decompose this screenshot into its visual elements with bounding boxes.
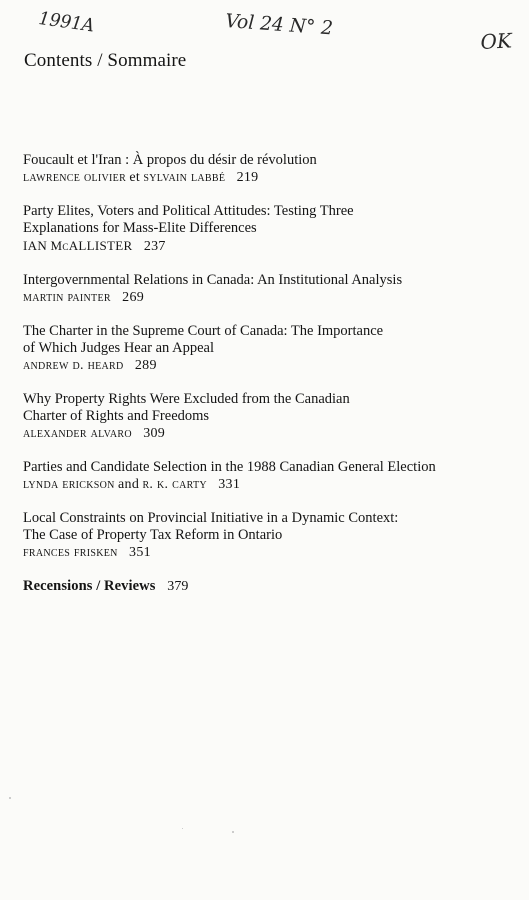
page-number: 351 [129, 545, 151, 560]
author-name: IAN McALLISTER [23, 238, 133, 253]
handwritten-annotation-volume: Vol 24 N° 2 [224, 10, 334, 40]
author-name: frances frisken [23, 545, 118, 560]
entry-author-line [23, 289, 523, 306]
entry-author-line [23, 476, 523, 493]
page-number: 309 [143, 426, 166, 441]
author-conjunction: et [129, 170, 141, 185]
entry-title: The Charter in the Supreme Court of Canada: The Importance [23, 323, 384, 339]
page-title: Contents / Sommaire [24, 50, 187, 71]
toc-entry-4 [23, 323, 523, 374]
author-name: martin painter [23, 290, 111, 305]
author-name: sylvain labbé [143, 170, 226, 185]
scan-speck [232, 831, 234, 833]
page-number: 379 [167, 579, 189, 594]
page-number: 289 [134, 358, 157, 373]
entry-title-continued: of Which Judges Hear an Appeal [23, 340, 214, 356]
author-conjunction: and [118, 477, 140, 492]
scan-speck [9, 797, 11, 799]
page-number: 269 [122, 290, 145, 305]
entry-title: Foucault et l'Iran : À propos du désir de révolution [23, 152, 317, 168]
entry-author-line [23, 357, 523, 374]
author-name: r. k. carty [142, 477, 207, 492]
entry-title: Parties and Candidate Selection in the 1988 Canadian General Election [23, 459, 436, 475]
toc-entry-1 [23, 152, 523, 186]
page-number: 331 [218, 477, 241, 492]
toc-entry-3 [23, 272, 523, 306]
page-number: 219 [236, 170, 259, 185]
toc-entry-2 [23, 203, 523, 255]
entry-author-line [23, 169, 523, 186]
entry-author-line [23, 544, 523, 561]
entry-title-continued: Explanations for Mass-Elite Differences [23, 220, 257, 236]
reviews-line [23, 578, 189, 595]
handwritten-annotation-year: 1991A [37, 8, 96, 37]
entry-author-line [23, 425, 523, 442]
entry-title: Party Elites, Voters and Political Attitudes: Testing Three [23, 203, 354, 219]
author-name: andrew d. heard [23, 358, 124, 373]
entry-title: Why Property Rights Were Excluded from the Canadian [23, 391, 350, 407]
page-number: 237 [143, 239, 166, 254]
table-of-contents [23, 152, 523, 578]
entry-title: Local Constraints on Provincial Initiative in a Dynamic Context: [23, 510, 399, 526]
reviews-label: Recensions / Reviews [23, 578, 156, 594]
author-name: lawrence olivier [23, 170, 127, 185]
author-name: alexander alvaro [23, 426, 132, 441]
entry-title-continued: Charter of Rights and Freedoms [23, 408, 210, 424]
toc-entry-6 [23, 459, 523, 493]
entry-author-line [23, 237, 523, 255]
entry-title: Intergovernmental Relations in Canada: An Institutional Analysis [23, 272, 403, 288]
toc-entry-7 [23, 510, 523, 561]
entry-title-continued: The Case of Property Tax Reform in Ontario [23, 527, 283, 543]
author-name: lynda erickson [23, 477, 115, 492]
toc-entry-5 [23, 391, 523, 442]
scan-speck [182, 828, 183, 829]
handwritten-annotation-ok: OK [479, 28, 513, 54]
